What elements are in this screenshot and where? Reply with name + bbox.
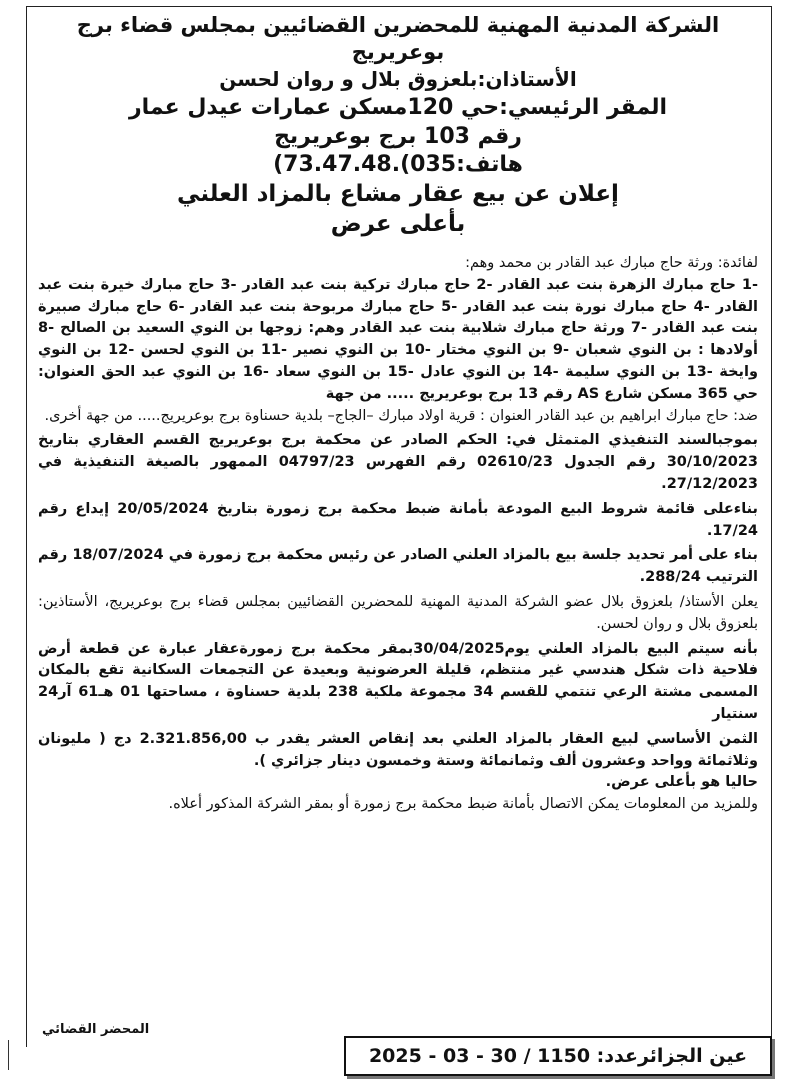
sale-conditions-paragraph: بناءعلى قائمة شروط البيع المودعة بأمانة ضبط محكمة برج زمورة بتاريخ 20/05/2024 إيداع رقم 17/24. <box>38 500 759 539</box>
property-description-paragraph: بأنه سيتم البيع بالمزاد العلني يوم30/04/2025بمقر محكمة برج زمورةعقار عبارة عن قطعة أرض فلاحية ذات شكل هندسي غير منتظم، قليلة العرضونية وبعيدة عن التجمعات السكانية تقع بالمكان المسمى مشتة الرعي تنتمي للقسم 34 مجموعة ملكية 238 بلدية حسناوة ، مساحتها 01 هـ61 آر24 سنتيار <box>38 640 759 722</box>
headquarters-line: المقر الرئيسي:حي 120مسكن عمارات عيدل عمار <box>128 95 668 120</box>
partners-line: الأستاذان:بلعزوق بلال و روان لحسن <box>219 67 577 91</box>
company-name: الشركة المدنية المهنية للمحضرين القضائيين بمجلس قضاء برج بوعريريج <box>76 13 720 64</box>
base-price-paragraph: الثمن الأساسي لبيع العقار بالمزاد العلني بعد إنقاص العشر يقدر ب 2.321.856,00 دج ( مليونان وثلاثمائة وواحد وعشرون ألف وثمانمائة وستة وخمسون دينار جزائري ). <box>38 730 758 769</box>
highest-offer-paragraph: حاليا هو بأعلى عرض. <box>605 774 758 791</box>
phone-line: هاتف:035).73.47.48) <box>273 152 523 177</box>
announcement-title: إعلان عن بيع عقار مشاع بالمزاد العلني <box>177 181 619 207</box>
issue-reference: عين الجزائرعدد: 1150 / 30 - 03 - 2025 <box>368 1045 748 1067</box>
more-info-paragraph: وللمزيد من المعلومات يمكن الاتصال بأمانة ضبط محكمة برج زمورة أو بمقر الشركة المذكور أعلاه. <box>168 796 758 813</box>
page-edge-mark <box>8 1040 9 1070</box>
address-number-line: رقم 103 برج بوعريريج <box>274 124 522 149</box>
heirs-paragraph: -1 حاج مبارك الزهرة بنت عبد القادر -2 حاج مبارك تركية بنت عبد القادر -3 حاج مبارك خيرة بنت عبد القادر -4 حاج مبارك نورة بنت عبد القادر -5 حاج مبارك مربوحة بنت عبد القادر -6 حاج مبارك صبيرة بنت عبد القادر -7 ورثة حاج مبارك شلابية بنت عبد القادر وهم: زوجها بن النوي السعيد بن الصالح -8 أولادها : بن النوي شعبان -9 بن النوي مختار -10 بن النوي نصير -11 بن النوي لحسن -12 بن النوي وايخة -13 بن النوي سليمة -14 بن النوي عادل -15 بن النوي سعاد -16 بن النوي عبد الحق العنوان: حي 365 مسكن شارع AS رقم 13 برج بوعريريج ..... من جهة <box>38 276 759 402</box>
hearing-order-paragraph: بناء على أمر تحديد جلسة بيع بالمزاد العلني الصادر عن رئيس محكمة برج زمورة في 18/07/2024 رقم الترتيب 288/24. <box>38 547 758 586</box>
against-paragraph: ضد: حاج مبارك ابراهيم بن عبد القادر العنوان : قرية اولاد مبارك –الجاج– بلدية حسناوة برج بوعريريج..... من جهة أخرى. <box>44 407 758 424</box>
bailiff-notice-paragraph: يعلن الأستاذ/ بلعزوق بلال عضو الشركة المدنية المهنية للمحضرين القضائيين بمجلس قضاء برج بوعريريج، الأستاذين: بلعزوق بلال و روان لحسن. <box>38 593 758 632</box>
enforcement-title-paragraph: بموجبالسند التنفيذي المتمثل في: الحكم الصادر عن محكمة برج بوعريريج القسم العقاري بتاريخ 30/10/2023 رقم الجدول 02610/23 رقم الفهرس 04797/23 الممهور بالصيغة التنفيذية في 27/12/2023. <box>38 432 758 492</box>
beneficiary-paragraph: لفائدة: ورثة حاج مبارك عبد القادر بن محمد وهم: <box>465 255 758 271</box>
bailiff-signature-label: المحضر القضائي <box>42 1022 150 1037</box>
announcement-subtitle: بأعلى عرض <box>330 211 466 237</box>
announcement-body <box>32 253 764 816</box>
header <box>32 12 764 239</box>
issue-reference-box <box>344 1036 772 1076</box>
announcement <box>32 12 764 816</box>
